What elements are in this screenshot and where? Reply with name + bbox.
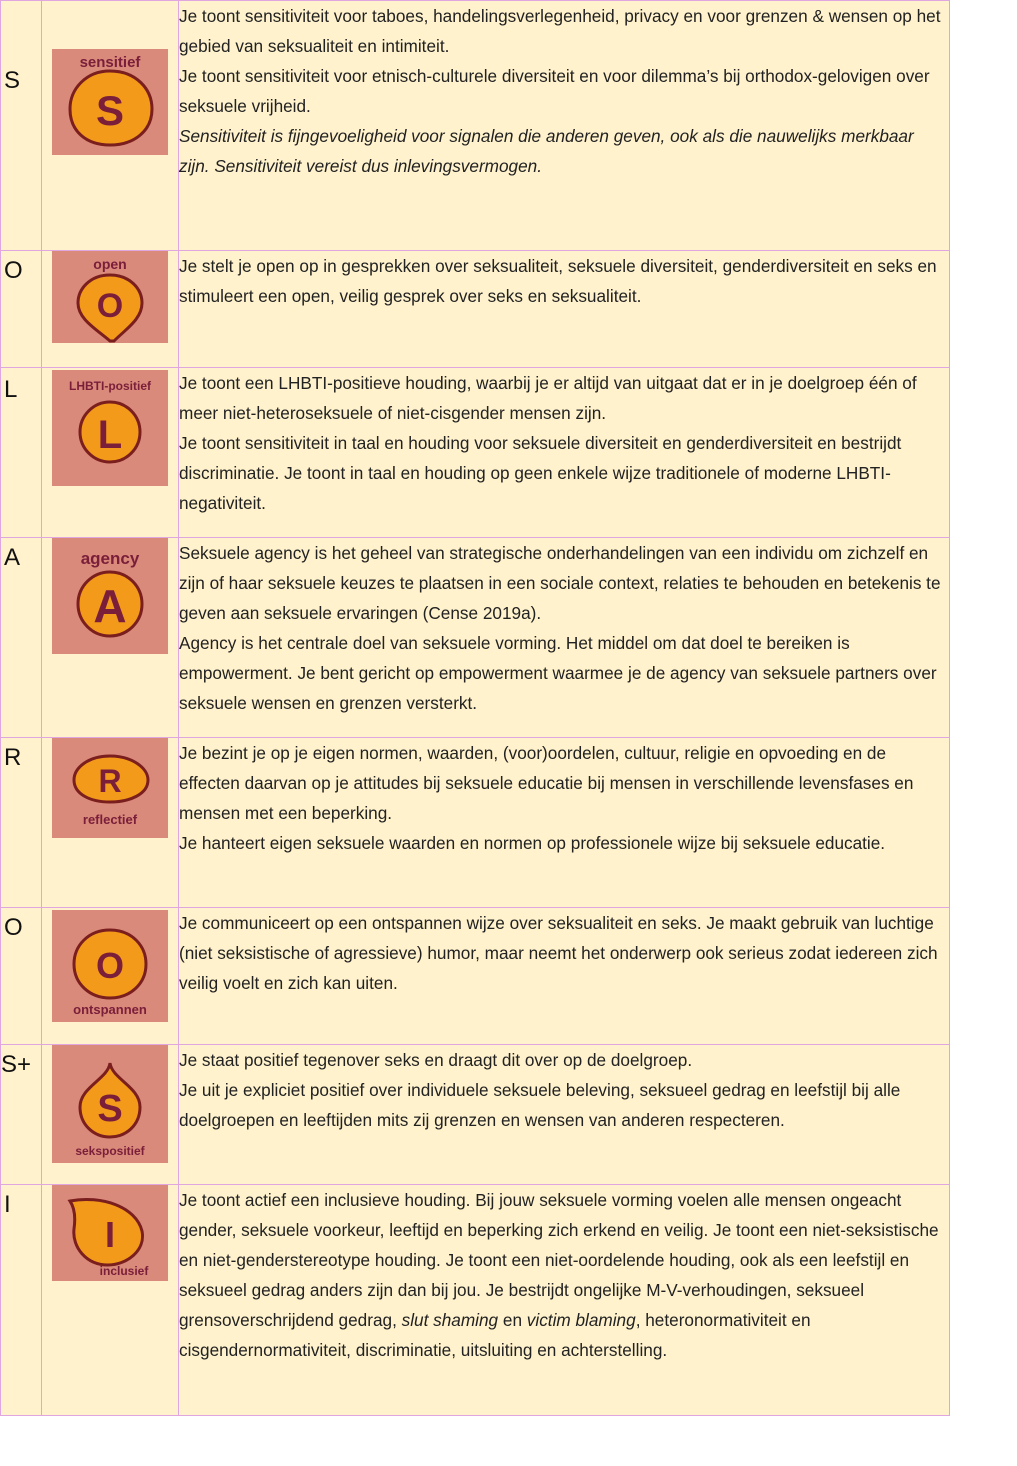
row-letter: L xyxy=(4,376,18,403)
row-l xyxy=(1,368,950,538)
badge-letter: A xyxy=(93,580,127,632)
reflectief-badge-icon xyxy=(52,738,168,838)
row-description: Je bezint je op je eigen normen, waarden, (voor)oordelen, cultuur, religie en opvoeding en de effecten daarvan op je attitudes bij seksuele educatie bij mensen in verschillende levensfases en mensen met een beperking. Je hanteert eigen seksuele waarden en normen op professionele wijze bij seksuele educatie. xyxy=(179,738,950,908)
badge-letter: R xyxy=(98,763,122,799)
badge-word: agency xyxy=(80,549,140,568)
row-description: Je staat positief tegenover seks en draagt dit over op de doelgroep. Je uit je expliciet positief over individuele seksuele beleving, seksueel gedrag en leefstijl bij alle doelgroepen en leeftijden mits zij grenzen en wensen van anderen respecteren. xyxy=(179,1045,950,1185)
row-letter: I xyxy=(4,1191,11,1218)
row-letter: O xyxy=(4,257,23,284)
agency-badge-icon xyxy=(52,538,168,654)
row-description: Je stelt je open op in gesprekken over seksualiteit, seksuele diversiteit, genderdiversiteit en seks en stimuleert een open, veilig gesprek over seks en seksualiteit. xyxy=(179,251,950,368)
row-a xyxy=(1,538,950,738)
badge-word: reflectief xyxy=(82,812,138,827)
badge-word: ontspannen xyxy=(73,1002,147,1017)
row-description: Je communiceert op een ontspannen wijze over seksualiteit en seks. Je maakt gebruik van luchtige (niet seksistische of agressieve) humor, maar neemt het onderwerp ook serieus zodat iedereen zich veilig voelt en zich kan uiten. xyxy=(179,908,950,1045)
row-letter: R xyxy=(4,744,22,771)
badge-letter: L xyxy=(97,413,123,457)
row-letter: O xyxy=(4,914,23,941)
row-s xyxy=(1,1,950,251)
row-i xyxy=(1,1185,950,1416)
sensitief-badge-icon xyxy=(52,49,168,155)
badge-letter: S xyxy=(97,1088,123,1130)
badge-letter: S xyxy=(95,87,125,134)
badge-letter: O xyxy=(96,287,124,325)
badge-word: LHBTI-positief xyxy=(69,379,151,393)
row-description: Je toont actief een inclusieve houding. Bij jouw seksuele vorming voelen alle mensen ongeacht gender, seksuele voorkeur, leeftijd en beperking zich erkend en veilig. Je toont een niet-seksistische en niet-genderstereotype houding. Je toont een niet-oordelende houding, ook als een leefstijl en seksueel gedrag anders zijn dan bij jou. Je bestrijdt ongelijke M-V-verhoudingen, seksueel grensoverschrijdend gedrag, slut shaming en victim blaming, heteronormativiteit en cisgendernormativiteit, discriminatie, uitsluiting en achterstelling. xyxy=(179,1185,950,1416)
row-r xyxy=(1,738,950,908)
row-s-plus xyxy=(1,1045,950,1185)
open-badge-icon xyxy=(52,251,168,343)
row-letter: A xyxy=(4,544,21,571)
row-letter: S+ xyxy=(1,1051,32,1078)
badge-word: open xyxy=(93,256,127,272)
row-description: Seksuele agency is het geheel van strategische onderhandelingen van een individu om zichzelf en zijn of haar seksuele keuzes te plaatsen in een sociale context, relaties te behouden en betekenis te geven aan seksuele ervaringen (Cense 2019a). Agency is het centrale doel van seksuele vorming. Het middel om dat doel te bereiken is empowerment. Je bent gericht op empowerment waarmee je de agency van seksuele partners over seksuele wensen en grenzen versterkt. xyxy=(179,538,950,738)
lhbti-badge-icon xyxy=(52,370,168,486)
badge-word: inclusief xyxy=(99,1264,149,1278)
row-description: Je toont sensitiviteit voor taboes, handelingsverlegenheid, privacy en voor grenzen & wensen op het gebied van seksualiteit en intimiteit. Je toont sensitiviteit voor etnisch-culturele diversiteit en voor dilemma’s bij orthodox-gelovigen over seksuele vrijheid. Sensitiviteit is fijngevoeligheid voor signalen die anderen geven, ook als die nauwelijks merkbaar zijn. Sensitiviteit vereist dus inlevingsvermogen. xyxy=(179,1,950,251)
badge-letter: O xyxy=(95,945,125,986)
ontspannen-badge-icon xyxy=(52,910,168,1022)
row-letter: S xyxy=(4,67,21,94)
row-o-open xyxy=(1,251,950,368)
badge-word: sensitief xyxy=(79,54,141,71)
badge-word: sekspositief xyxy=(75,1144,145,1158)
inclusief-badge-icon xyxy=(52,1185,168,1281)
sekspositief-badge-icon xyxy=(52,1045,168,1163)
badge-letter: I xyxy=(104,1214,116,1255)
row-o-ontspannen xyxy=(1,908,950,1045)
row-description: Je toont een LHBTI-positieve houding, waarbij je er altijd van uitgaat dat er in je doelgroep één of meer niet-heteroseksuele of niet-cisgender mensen zijn. Je toont sensitiviteit in taal en houding voor seksuele diversiteit en genderdiversiteit en bestrijdt discriminatie. Je toont in taal en houding op geen enkele wijze traditionele of moderne LHBTI-negativiteit. xyxy=(179,368,950,538)
